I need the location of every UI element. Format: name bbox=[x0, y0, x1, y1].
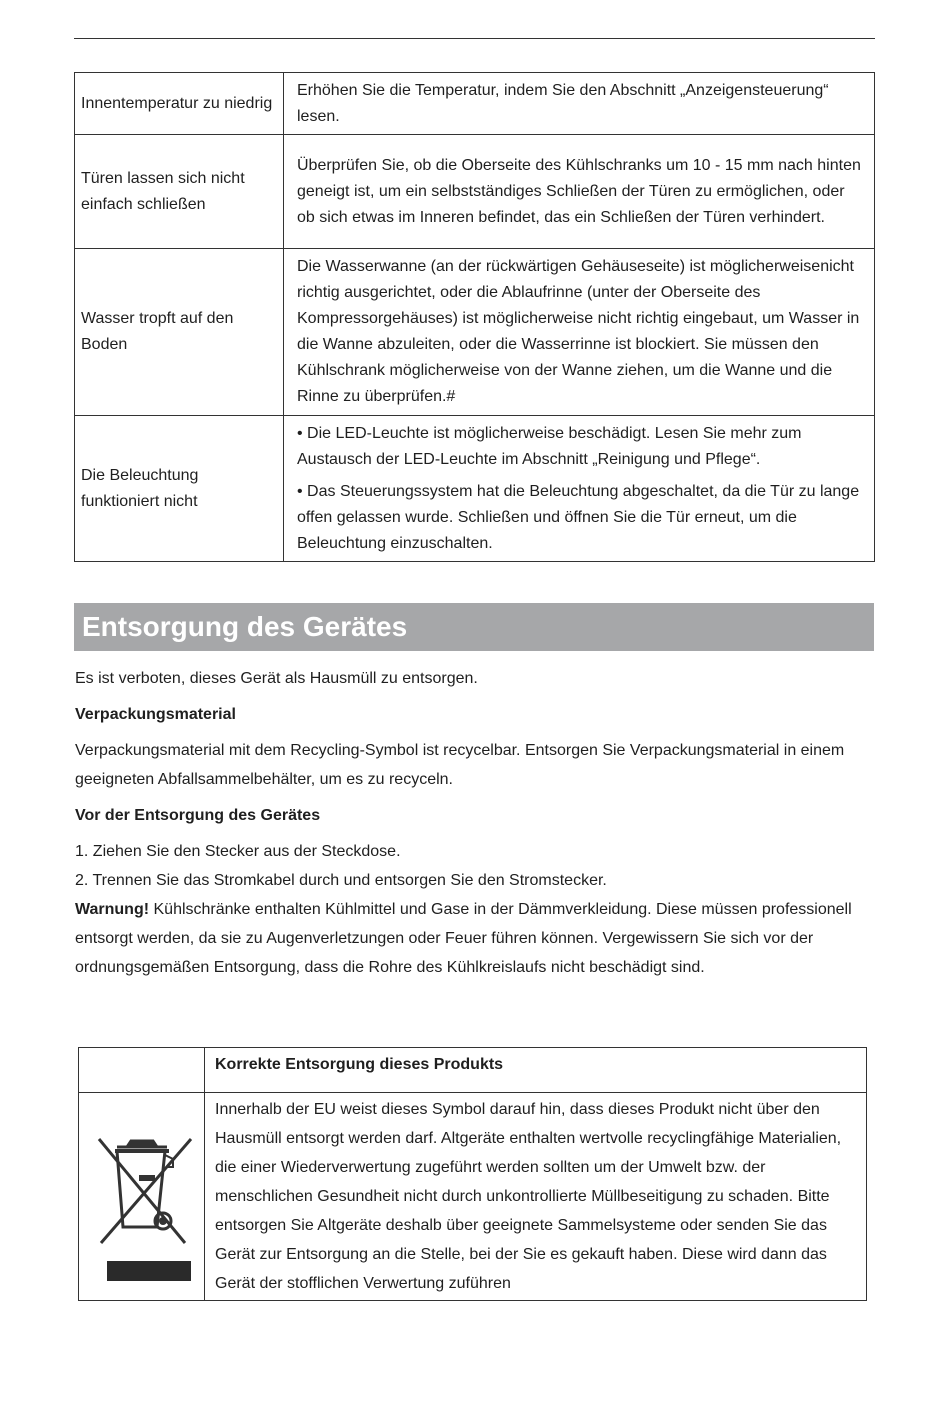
solution-bullet: • Die LED-Leuchte ist möglicherweise beschädigt. Lesen Sie mehr zum Austausch der LED-Leuchte im Abschnitt „Reinigung und Pflege“. bbox=[297, 424, 802, 468]
disposal-content bbox=[75, 664, 875, 982]
before-disposal-heading: Vor der Entsorgung des Gerätes bbox=[75, 807, 321, 824]
solution-text: Erhöhen Sie die Temperatur, indem Sie den Abschnitt „Anzeigensteuerung“ lesen. bbox=[297, 81, 829, 125]
disposal-table bbox=[78, 1047, 867, 1301]
section-title: Entsorgung des Gerätes bbox=[82, 611, 408, 642]
table-row bbox=[75, 135, 875, 249]
troubleshooting-table bbox=[74, 72, 875, 562]
solution-cell bbox=[284, 249, 875, 416]
table-row bbox=[75, 73, 875, 135]
intro-text: Es ist verboten, dieses Gerät als Hausmüll zu entsorgen. bbox=[75, 670, 478, 687]
problem-cell: Innentemperatur zu niedrig bbox=[75, 73, 284, 135]
table-row bbox=[75, 249, 875, 416]
solution-text: Überprüfen Sie, ob die Oberseite des Kühlschranks um 10 - 15 mm nach hinten geneigt ist, um ein selbstständiges Schließen der Türen zu ermöglichen, oder ob sich etwas im Inneren befindet, das ein Schließen der Türen verhindert. bbox=[297, 156, 861, 226]
solution-cell bbox=[284, 416, 875, 562]
warning-text: Kühlschränke enthalten Kühlmittel und Gase in der Dämmverkleidung. Diese müssen professionell entsorgt werden, da sie zu Augenverletzungen oder Feuer führen können. Vergewissern Sie sich vor der ordnungsgemäßen Entsorgung, dass die Rohre des Kühlkreislaufs nicht beschädigt sind. bbox=[75, 901, 852, 976]
problem-cell: Wasser tropft auf den Boden bbox=[75, 249, 284, 416]
solution-cell bbox=[284, 135, 875, 249]
step-2: 2. Trennen Sie das Stromkabel durch und entsorgen Sie den Stromstecker. bbox=[75, 872, 607, 889]
packaging-heading: Verpackungsmaterial bbox=[75, 706, 236, 723]
table-row bbox=[79, 1048, 867, 1093]
section-header bbox=[74, 603, 874, 651]
icon-cell bbox=[79, 1093, 205, 1301]
problem-cell: Die Beleuchtung funktioniert nicht bbox=[75, 416, 284, 562]
packaging-text: Verpackungsmaterial mit dem Recycling-Symbol ist recycelbar. Entsorgen Sie Verpackungsmaterial in einem geeigneten Abfallsammelbehälter, um es zu recyceln. bbox=[75, 742, 845, 788]
step-1: 1. Ziehen Sie den Stecker aus der Steckdose. bbox=[75, 843, 401, 860]
empty-header-cell bbox=[79, 1048, 205, 1093]
weee-crossed-bin-icon bbox=[87, 1115, 197, 1285]
warning-label: Warnung! bbox=[75, 901, 150, 918]
table-row bbox=[75, 416, 875, 562]
solution-cell bbox=[284, 73, 875, 135]
solution-bullet: • Das Steuerungssystem hat die Beleuchtung abgeschaltet, da die Tür zu lange offen gelassen wurde. Schließen und öffnen Sie die Tür erneut, um die Beleuchtung einzuschalten. bbox=[297, 482, 860, 552]
table-row bbox=[79, 1093, 867, 1301]
disposal-heading: Korrekte Entsorgung dieses Produkts bbox=[205, 1048, 867, 1093]
solution-text: Die Wasserwanne (an der rückwärtigen Gehäuseseite) ist möglicherweisenicht richtig ausgerichtet, oder die Ablaufrinne (unter der Oberseite des Kompressorgehäuses) ist möglicherweise nicht richtig eingebaut, um Wasser in die Wanne abzuleiten, oder die Wasserrinne ist blockiert. Sie müssen den Kühlschrank möglicherweise von der Wanne ziehen, um die Wanne und die Rinne zu überprüfen.# bbox=[297, 258, 860, 405]
disposal-text: Innerhalb der EU weist dieses Symbol darauf hin, dass dieses Produkt nicht über den Hausmüll entsorgt werden darf. Altgeräte enthalten wertvolle recyclingfähige Materialien, die einer Wiederverwertung zugeführt werden sollten um der Umwelt bzw. der menschlichen Gesundheit nicht durch unkontrollierte Müllbeseitigung zu schaden. Bitte entsorgen Sie Altgeräte deshalb über geeignete Sammelsysteme oder senden Sie das Gerät zur Entsorgung an die Stelle, bei der Sie es gekauft haben. Diese wird dann das Gerät der stofflichen Verwertung zuführen bbox=[205, 1093, 867, 1301]
warning-paragraph bbox=[75, 895, 875, 982]
header-rule bbox=[74, 38, 875, 39]
problem-cell: Türen lassen sich nicht einfach schließen bbox=[75, 135, 284, 249]
